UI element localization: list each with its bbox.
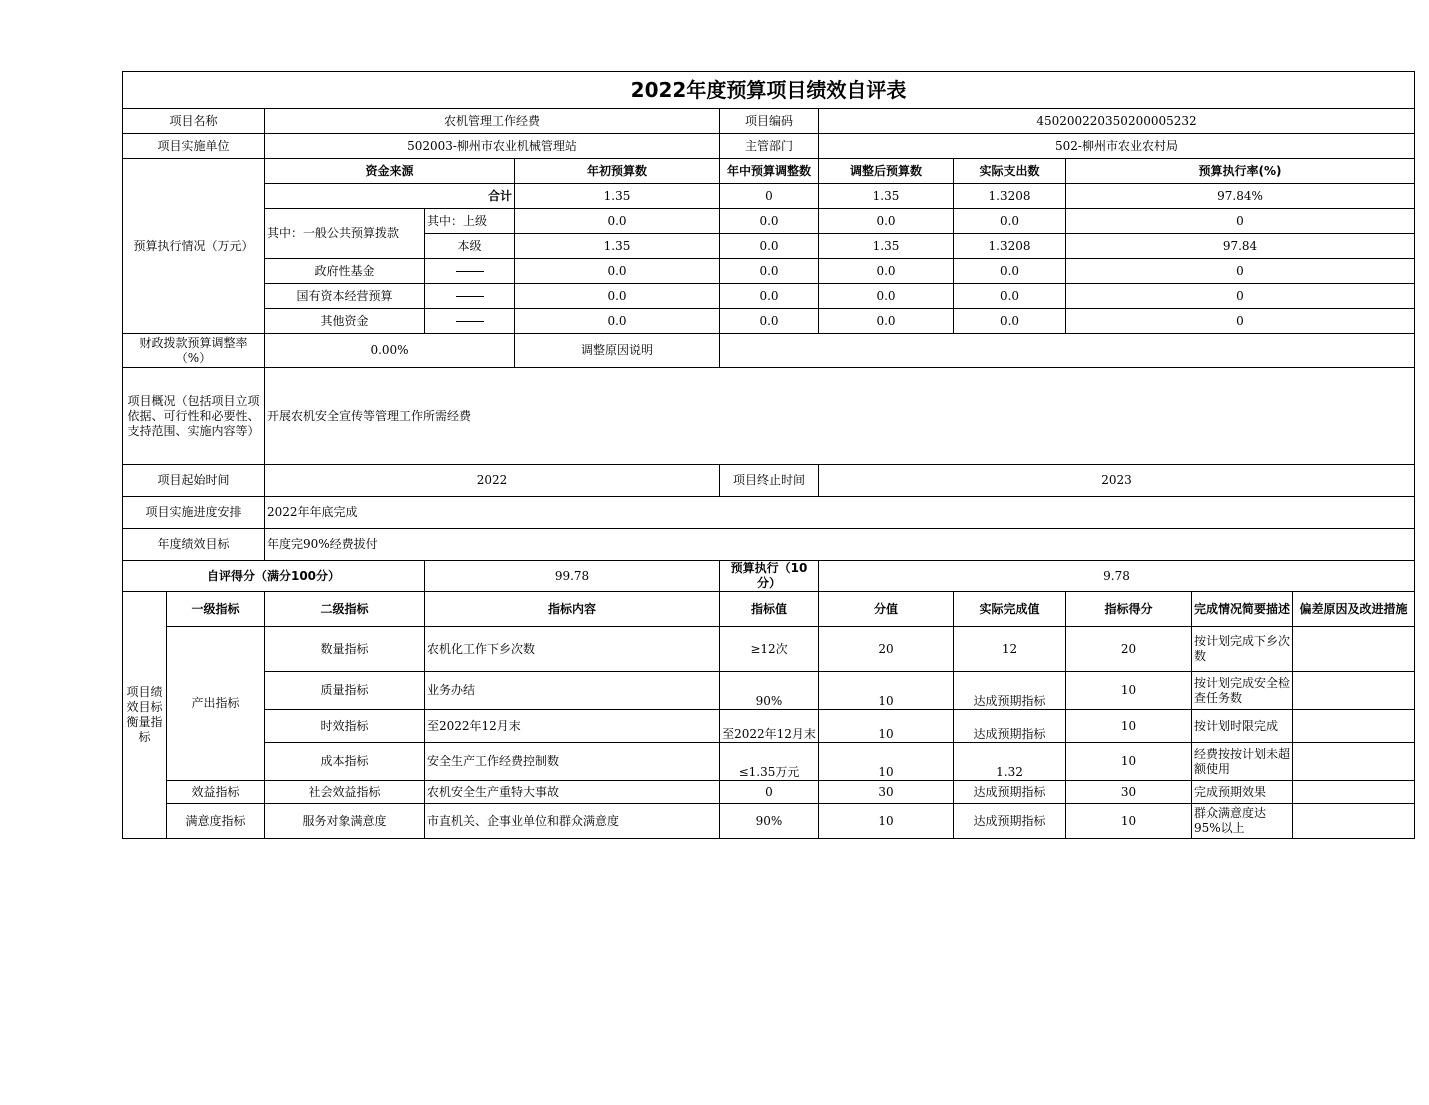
- ind-actual: 达成预期指标: [954, 672, 1066, 710]
- ind-points: 20: [819, 627, 954, 672]
- schedule-label: 项目实施进度安排: [123, 497, 265, 529]
- local-adjusted: 1.35: [819, 234, 954, 259]
- ind-content: 安全生产工作经费控制数: [425, 743, 720, 781]
- start-time-label: 项目起始时间: [123, 465, 265, 497]
- ind-header-score: 指标得分: [1066, 592, 1192, 627]
- state-capital-adjusted: 0.0: [819, 284, 954, 309]
- other-fund-adjusted: 0.0: [819, 309, 954, 334]
- impl-unit: 502003-柳州市农业机械管理站: [265, 134, 720, 159]
- ind-level2: 数量指标: [265, 627, 425, 672]
- gov-fund-mid-adjust: 0.0: [720, 259, 819, 284]
- other-fund-initial: 0.0: [515, 309, 720, 334]
- ind-level2: 质量指标: [265, 672, 425, 710]
- gov-fund-dash: [425, 259, 515, 284]
- ind-target: 0: [720, 781, 819, 804]
- adjust-rate: 0.00%: [265, 334, 515, 368]
- start-time: 2022: [265, 465, 720, 497]
- ind-content: 农机化工作下乡次数: [425, 627, 720, 672]
- ind-deviation: [1293, 781, 1415, 804]
- ind-points: 30: [819, 781, 954, 804]
- ind-header-target: 指标值: [720, 592, 819, 627]
- ind-content: 业务办结: [425, 672, 720, 710]
- state-capital-actual: 0.0: [954, 284, 1066, 309]
- header-adjusted: 调整后预算数: [819, 159, 954, 184]
- ind-content: 农机安全生产重特大事故: [425, 781, 720, 804]
- overview-text: 开展农机安全宣传等管理工作所需经费: [265, 368, 1415, 465]
- ind-actual: 1.32: [954, 743, 1066, 781]
- gov-fund-rate: 0: [1066, 259, 1415, 284]
- local-actual: 1.3208: [954, 234, 1066, 259]
- ind-desc: 群众满意度达95%以上: [1192, 804, 1293, 839]
- ind-level2: 成本指标: [265, 743, 425, 781]
- upper-label: 其中：上级: [425, 209, 515, 234]
- ind-level2: 服务对象满意度: [265, 804, 425, 839]
- total-label: 合计: [265, 184, 515, 209]
- project-code: 450200220350200005232: [819, 109, 1415, 134]
- ind-target: 90%: [720, 672, 819, 710]
- self-score: 99.78: [425, 561, 720, 592]
- impl-unit-label: 项目实施单位: [123, 134, 265, 159]
- ind-desc: 完成预期效果: [1192, 781, 1293, 804]
- adjust-rate-label: 财政拨款预算调整率（%）: [123, 334, 265, 368]
- end-time: 2023: [819, 465, 1415, 497]
- ind-target: ≥12次: [720, 627, 819, 672]
- state-capital-dash: [425, 284, 515, 309]
- indicators-section-label: 项目绩效目标衡量指标: [123, 592, 167, 839]
- ind-deviation: [1293, 804, 1415, 839]
- project-code-label: 项目编码: [720, 109, 819, 134]
- upper-initial: 0.0: [515, 209, 720, 234]
- budget-section-label: 预算执行情况（万元）: [123, 159, 265, 334]
- benefit-indicator-label: 效益指标: [167, 781, 265, 804]
- ind-actual: 达成预期指标: [954, 804, 1066, 839]
- header-actual: 实际支出数: [954, 159, 1066, 184]
- ind-score: 10: [1066, 743, 1192, 781]
- ind-score: 10: [1066, 804, 1192, 839]
- ind-points: 10: [819, 672, 954, 710]
- adjust-reason: [720, 334, 1415, 368]
- schedule-text: 2022年年底完成: [265, 497, 1415, 529]
- total-mid-adjust: 0: [720, 184, 819, 209]
- satisfaction-indicator-label: 满意度指标: [167, 804, 265, 839]
- ind-points: 10: [819, 710, 954, 743]
- goal-text: 年度完90%经费拔付: [265, 529, 1415, 561]
- exec-score-label: 预算执行（10分）: [720, 561, 819, 592]
- table-row: [123, 743, 1415, 781]
- gov-fund-actual: 0.0: [954, 259, 1066, 284]
- ind-header-content: 指标内容: [425, 592, 720, 627]
- table-row: [123, 627, 1415, 672]
- ind-desc: 按计划完成下乡次数: [1192, 627, 1293, 672]
- ind-actual: 12: [954, 627, 1066, 672]
- ind-actual: 达成预期指标: [954, 710, 1066, 743]
- adjust-reason-label: 调整原因说明: [515, 334, 720, 368]
- page-title: 2022年度预算项目绩效自评表: [123, 72, 1415, 109]
- other-fund-mid-adjust: 0.0: [720, 309, 819, 334]
- table-row: [123, 672, 1415, 710]
- ind-level2: 时效指标: [265, 710, 425, 743]
- total-rate: 97.84%: [1066, 184, 1415, 209]
- table-row: [123, 710, 1415, 743]
- end-time-label: 项目终止时间: [720, 465, 819, 497]
- ind-score: 10: [1066, 672, 1192, 710]
- local-initial: 1.35: [515, 234, 720, 259]
- ind-header-deviation: 偏差原因及改进措施: [1293, 592, 1415, 627]
- header-mid-adjust: 年中预算调整数: [720, 159, 819, 184]
- upper-actual: 0.0: [954, 209, 1066, 234]
- ind-header-points: 分值: [819, 592, 954, 627]
- state-capital-label: 国有资本经营预算: [265, 284, 425, 309]
- general-budget-label: 其中：一般公共预算拨款: [265, 209, 425, 259]
- ind-header-desc: 完成情况简要描述: [1192, 592, 1293, 627]
- ind-deviation: [1293, 710, 1415, 743]
- ind-target: 至2022年12月末: [720, 710, 819, 743]
- other-fund-rate: 0: [1066, 309, 1415, 334]
- other-fund-actual: 0.0: [954, 309, 1066, 334]
- gov-fund-label: 政府性基金: [265, 259, 425, 284]
- ind-points: 10: [819, 743, 954, 781]
- other-fund-dash: [425, 309, 515, 334]
- dept: 502-柳州市农业农村局: [819, 134, 1415, 159]
- performance-table: [122, 71, 1415, 839]
- ind-target: ≤1.35万元: [720, 743, 819, 781]
- ind-content: 至2022年12月末: [425, 710, 720, 743]
- total-initial: 1.35: [515, 184, 720, 209]
- ind-deviation: [1293, 627, 1415, 672]
- upper-rate: 0: [1066, 209, 1415, 234]
- header-initial: 年初预算数: [515, 159, 720, 184]
- state-capital-rate: 0: [1066, 284, 1415, 309]
- dept-label: 主管部门: [720, 134, 819, 159]
- ind-score: 20: [1066, 627, 1192, 672]
- total-adjusted: 1.35: [819, 184, 954, 209]
- total-actual: 1.3208: [954, 184, 1066, 209]
- table-row: [123, 804, 1415, 839]
- other-fund-label: 其他资金: [265, 309, 425, 334]
- ind-desc: 按计划完成安全检查任务数: [1192, 672, 1293, 710]
- self-score-label: 自评得分（满分100分）: [123, 561, 425, 592]
- ind-level2: 社会效益指标: [265, 781, 425, 804]
- ind-deviation: [1293, 672, 1415, 710]
- ind-header-actual: 实际完成值: [954, 592, 1066, 627]
- header-source: 资金来源: [265, 159, 515, 184]
- ind-deviation: [1293, 743, 1415, 781]
- exec-score: 9.78: [819, 561, 1415, 592]
- ind-points: 10: [819, 804, 954, 839]
- project-name: 农机管理工作经费: [265, 109, 720, 134]
- ind-desc: 经费按按计划未超额使用: [1192, 743, 1293, 781]
- overview-label: 项目概况（包括项目立项依据、可行性和必要性、支持范围、实施内容等）: [123, 368, 265, 465]
- ind-target: 90%: [720, 804, 819, 839]
- local-mid-adjust: 0.0: [720, 234, 819, 259]
- ind-score: 10: [1066, 710, 1192, 743]
- local-label: 本级: [425, 234, 515, 259]
- ind-score: 30: [1066, 781, 1192, 804]
- ind-header-level1: 一级指标: [167, 592, 265, 627]
- ind-content: 市直机关、企事业单位和群众满意度: [425, 804, 720, 839]
- ind-actual: 达成预期指标: [954, 781, 1066, 804]
- local-rate: 97.84: [1066, 234, 1415, 259]
- upper-adjusted: 0.0: [819, 209, 954, 234]
- goal-label: 年度绩效目标: [123, 529, 265, 561]
- header-rate: 预算执行率(%): [1066, 159, 1415, 184]
- project-name-label: 项目名称: [123, 109, 265, 134]
- gov-fund-initial: 0.0: [515, 259, 720, 284]
- gov-fund-adjusted: 0.0: [819, 259, 954, 284]
- state-capital-mid-adjust: 0.0: [720, 284, 819, 309]
- table-row: [123, 781, 1415, 804]
- ind-desc: 按计划时限完成: [1192, 710, 1293, 743]
- output-indicator-label: 产出指标: [167, 627, 265, 781]
- upper-mid-adjust: 0.0: [720, 209, 819, 234]
- state-capital-initial: 0.0: [515, 284, 720, 309]
- ind-header-level2: 二级指标: [265, 592, 425, 627]
